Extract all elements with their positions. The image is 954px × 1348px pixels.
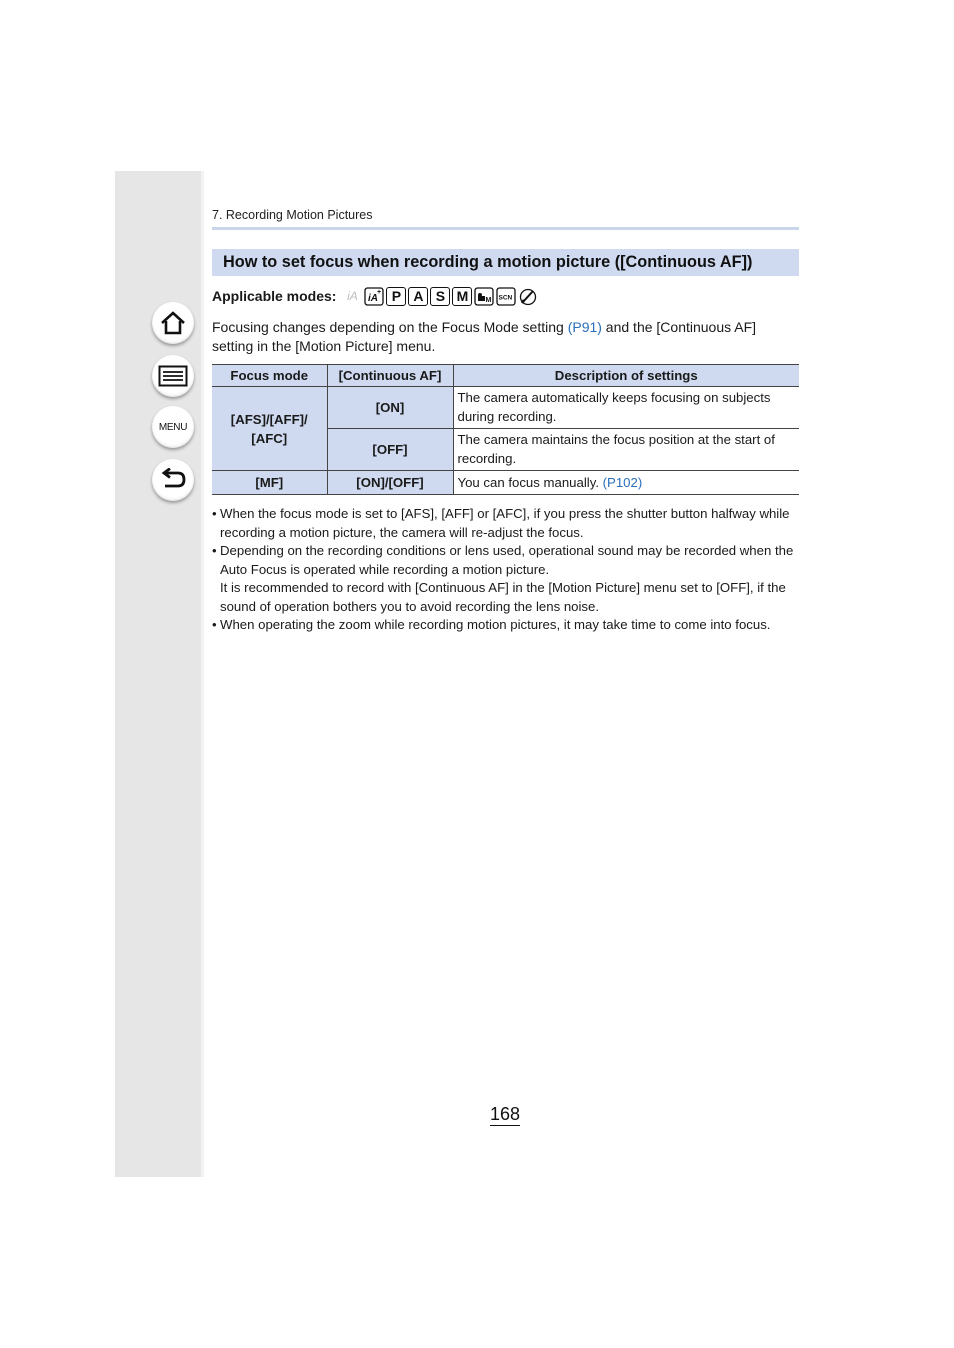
- list-icon: [158, 365, 188, 387]
- menu-label: MENU: [158, 421, 188, 433]
- applicable-modes: [212, 285, 799, 307]
- header-focus-mode: Focus mode: [212, 365, 327, 387]
- note-text: When operating the zoom while recording motion pictures, it may take time to come into focus.: [220, 617, 771, 632]
- mode-creative-control-icon: [518, 287, 538, 306]
- breadcrumb-divider: [212, 227, 799, 230]
- section-heading: How to set focus when recording a motion picture ([Continuous AF]): [212, 249, 799, 276]
- note-text: It is recommended to record with [Continuous AF] in the [Motion Picture] menu set to [OFF], if the sound of operation bothers you to avoid recording the lens noise.: [220, 580, 786, 614]
- note-bullet: •: [212, 506, 217, 521]
- focus-mode-afs-aff-afc: [AFS]/[AFF]/ [AFC]: [212, 387, 327, 471]
- svg-text:SCN: SCN: [498, 294, 513, 301]
- focus-settings-table: [212, 364, 799, 495]
- note-item: [212, 505, 799, 542]
- note-text: When the focus mode is set to [AFS], [AFF] or [AFC], if you press the shutter button halfway while recording a motion picture, the camera will re-adjust the focus.: [220, 506, 790, 540]
- intro-text-after: and the [Continuous AF] setting in the [Motion Picture] menu.: [212, 319, 757, 354]
- return-arrow-icon: [159, 468, 187, 492]
- breadcrumb: 7. Recording Motion Pictures: [212, 208, 373, 222]
- note-text: Depending on the recording conditions or lens used, operational sound may be recorded when the Auto Focus is operated while recording a motion picture.: [220, 543, 794, 577]
- header-continuous-af: [Continuous AF]: [327, 365, 453, 387]
- svg-text:+: +: [377, 288, 382, 296]
- applicable-modes-label: Applicable modes:: [212, 288, 337, 304]
- mode-m-icon: M: [452, 287, 472, 306]
- notes-list: [212, 505, 799, 635]
- back-button[interactable]: [152, 459, 194, 501]
- description-off: The camera maintains the focus position at the start of recording.: [453, 429, 799, 471]
- intro-paragraph: [212, 318, 799, 356]
- home-icon: [159, 310, 187, 336]
- page-number: 168: [490, 1104, 521, 1124]
- continuous-af-on: [ON]: [327, 387, 453, 429]
- description-mf-text: You can focus manually.: [457, 474, 603, 490]
- description-mf: [453, 471, 799, 495]
- svg-text:M: M: [485, 296, 492, 304]
- note-item: [212, 542, 799, 616]
- home-button[interactable]: [152, 302, 194, 344]
- description-on: The camera automatically keeps focusing on subjects during recording.: [453, 387, 799, 429]
- header-description: Description of settings: [453, 365, 799, 387]
- intro-text-before: Focusing changes depending on the Focus Mode setting: [212, 319, 568, 335]
- page-content: [212, 205, 799, 635]
- table-row: [212, 471, 799, 495]
- mode-s-icon: S: [430, 287, 450, 306]
- note-bullet: •: [212, 543, 217, 558]
- note-bullet: •: [212, 617, 217, 632]
- continuous-af-off: [OFF]: [327, 429, 453, 471]
- p91-link[interactable]: (P91): [567, 319, 602, 335]
- mode-ia-plus-icon: [364, 287, 384, 306]
- menu-list-button[interactable]: [152, 406, 194, 448]
- mode-p-icon: P: [386, 287, 406, 306]
- mode-ia-icon: iA: [347, 289, 358, 303]
- continuous-af-on-off: [ON]/[OFF]: [327, 471, 453, 495]
- svg-text:iA: iA: [368, 292, 379, 304]
- note-item: [212, 616, 799, 635]
- p102-link[interactable]: (P102): [602, 474, 643, 490]
- focus-mode-mf: [MF]: [212, 471, 327, 495]
- mode-movie-m-icon: [474, 287, 494, 306]
- mode-a-icon: A: [408, 287, 428, 306]
- table-header-row: [212, 365, 799, 387]
- contents-list-button[interactable]: [152, 355, 194, 397]
- mode-scn-icon: [496, 287, 516, 306]
- table-row: [212, 387, 799, 429]
